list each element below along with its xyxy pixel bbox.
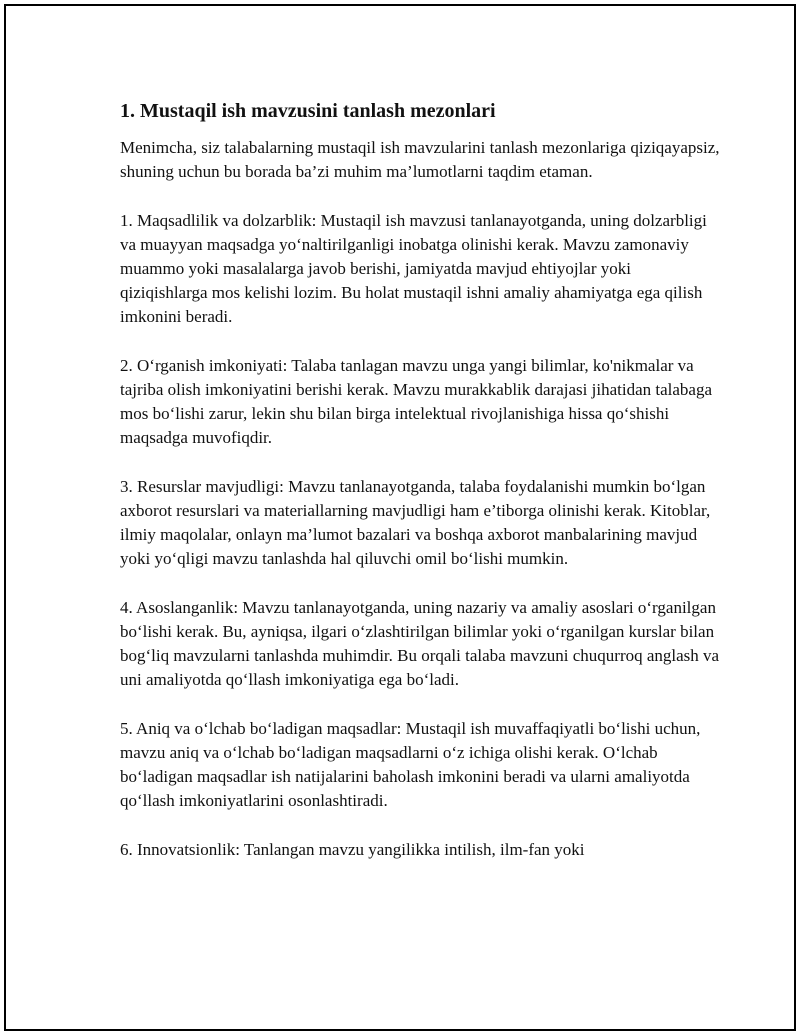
criterion-paragraph-1: 1. Maqsadlilik va dolzarblik: Mustaqil ish mavzusi tanlanayotganda, uning dolzarbligi va muayyan maqsadga yo‘naltirilganligi inobatga olinishi kerak. Mavzu zamonaviy muammo yoki masalalarga javob berishi, jamiyatda mavjud ehtiyojlar yoki qiziqishlarga mos kelishi lozim. Bu holat mustaqil ishni amaliy ahamiyatga ega qilish imkonini beradi.	[120, 210, 707, 327]
section-heading: 1. Mustaqil ish mavzusini tanlash mezonlari	[120, 100, 496, 122]
intro-paragraph: Menimcha, siz talabalarning mustaqil ish mavzularini tanlash mezonlariga qiziqayapsiz, shuning uchun bu borada ba’zi muhim ma’lumotlarni taqdim etaman.	[120, 138, 720, 182]
criterion-paragraph-2: 2. O‘rganish imkoniyati: Talaba tanlagan mavzu unga yangi bilimlar, ko'nikmalar va tajriba olish imkoniyatini berishi kerak. Mavzu murakkablik darajasi jihatidan talabaga mos bo‘lishi zarur, lekin shu bilan birga intelektual rivojlanishiga hissa qo‘shishi maqsadga muvofiqdir.	[120, 355, 712, 448]
document-body	[120, 98, 720, 886]
criterion-paragraph-4: 4. Asoslanganlik: Mavzu tanlanayotganda, uning nazariy va amaliy asoslari o‘rganilgan bo‘lishi kerak. Bu, ayniqsa, ilgari o‘zlashtirilgan bilimlar yoki o‘rganilgan kurslar bilan bog‘liq mavzularni tanlashda muhimdir. Bu orqali talaba mavzuni chuqurroq anglash va uni amaliyotda qo‘llash imkoniyatiga ega bo‘ladi.	[120, 597, 720, 690]
criterion-paragraph-3: 3. Resurslar mavjudligi: Mavzu tanlanayotganda, talaba foydalanishi mumkin bo‘lgan axborot resurslari va materiallarning mavjudligi ham e’tiborga olinishi kerak. Kitoblar, ilmiy maqolalar, onlayn ma’lumot bazalari va boshqa axborot manbalarining mavjud yoki yo‘qligi mavzu tanlashda hal qiluvchi omil bo‘lishi mumkin.	[120, 476, 711, 569]
criterion-paragraph-6: 6. Innovatsionlik: Tanlangan mavzu yangilikka intilish, ilm-fan yoki	[120, 839, 585, 859]
page-frame	[4, 4, 796, 1031]
criterion-paragraph-5: 5. Aniq va o‘lchab bo‘ladigan maqsadlar: Mustaqil ish muvaffaqiyatli bo‘lishi uchun, mavzu aniq va o‘lchab bo‘ladigan maqsadlarni o‘z ichiga olishi kerak. O‘lchab bo‘ladigan maqsadlar ish natijalarini baholash imkonini beradi va ularni amaliyotda qo‘llash imkoniyatlarini osonlashtiradi.	[120, 718, 701, 811]
